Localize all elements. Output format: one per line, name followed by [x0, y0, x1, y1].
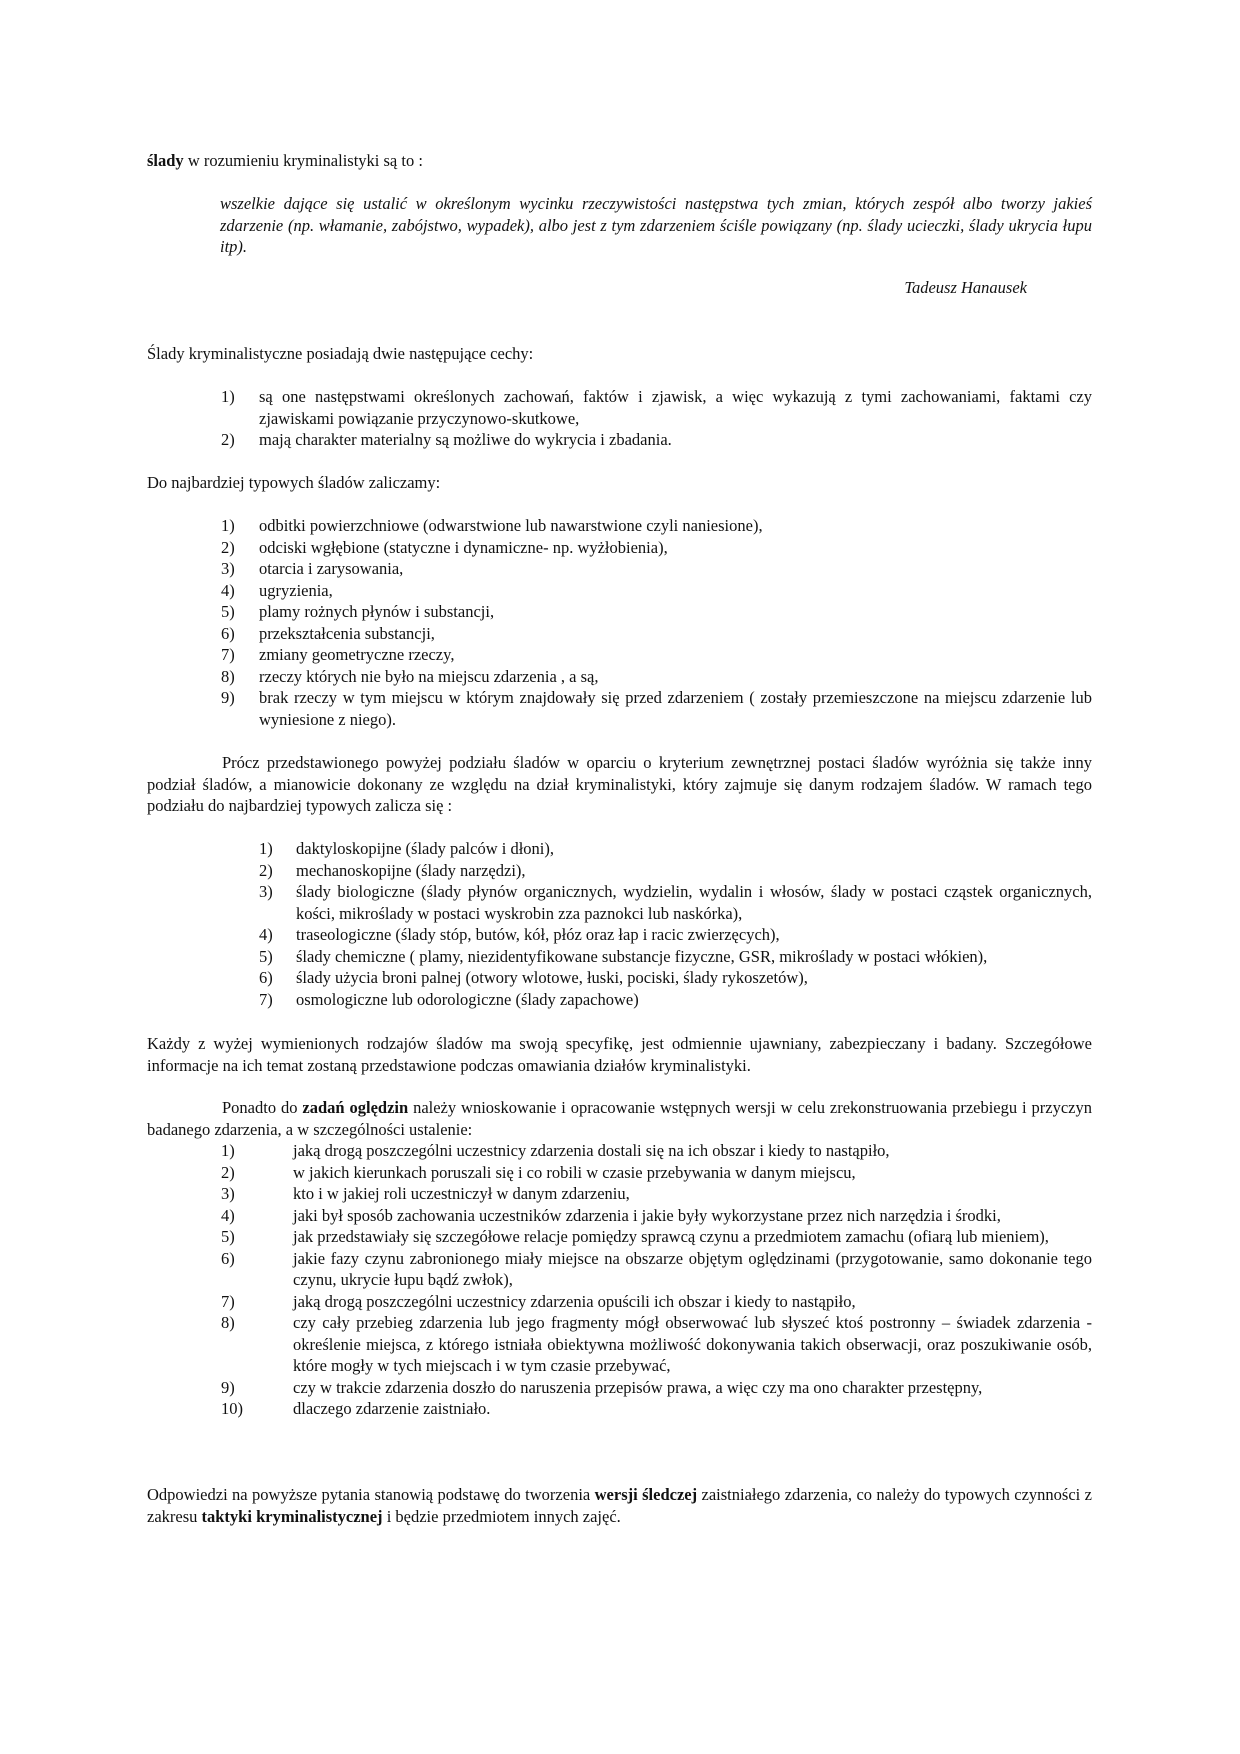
- list-item: [221, 558, 1092, 580]
- item-text: jaką drogą poszczególni uczestnicy zdarzenia dostali się na ich obszar i kiedy to nastąpiło,: [293, 1141, 890, 1160]
- item-number: 5): [259, 946, 273, 966]
- item-number: 2): [221, 1162, 235, 1182]
- division-paragraph: Prócz przedstawionego powyżej podziału śladów w oparciu o kryterium zewnętrznej postaci śladów wyróżnia się także inny podział śladów, a mianowicie dokonany ze względu na dział kryminalistyki, który zajmuje się danym rodzajem śladów. W ramach tego podziału do najbardziej typowych zalicza się :: [147, 753, 1092, 815]
- list-item: [221, 580, 1092, 602]
- item-number: 1): [259, 839, 273, 858]
- inspection-section: [147, 1097, 1092, 1140]
- list-item: [221, 1312, 1092, 1377]
- item-text: mechanoskopijne (ślady narzędzi),: [296, 860, 526, 880]
- item-text: są one następstwami określonych zachowań, faktów i zjawisk, a więc wykazują z tymi zachowaniami, faktami czy zjawiskami powiązanie przyczynowo-skutkowe,: [259, 387, 1092, 428]
- list-item: [221, 1183, 1092, 1205]
- list-item: [221, 666, 1092, 688]
- item-text: czy w trakcie zdarzenia doszło do naruszenia przepisów prawa, a więc czy ma ono charakter przestępny,: [293, 1377, 983, 1397]
- item-number: 9): [221, 688, 235, 707]
- quote-text: wszelkie dające się ustalić w określonym wycinku rzeczywistości następstwa tych zmian, których zespół albo tworzy jakieś zdarzenie (np. włamanie, zabójstwo, wypadek), albo jest z tym zdarzeniem ściśle powiązany (np. ślady ucieczki, ślady ukrycia łupu itp).: [220, 194, 1092, 256]
- item-text: mają charakter materialny są możliwe do wykrycia i zbadania.: [259, 430, 672, 449]
- conclusion-paragraph: [147, 1484, 1092, 1527]
- list-item: [221, 429, 1092, 451]
- inspection-text-start: Ponadto do: [222, 1098, 303, 1117]
- quote-author-block: [147, 277, 1027, 299]
- item-text: w jakich kierunkach poruszali się i co robili w czasie przebywania w danym miejscu,: [293, 1162, 856, 1182]
- intro-term: ślady: [147, 151, 184, 170]
- item-text: brak rzeczy w tym miejscu w którym znajdowały się przed zdarzeniem ( zostały przemieszczone na miejscu zdarzenie lub wyniesione z niego).: [259, 688, 1092, 729]
- list-item: [221, 1140, 1092, 1162]
- definition-quote: [220, 193, 1092, 258]
- list-item: [221, 515, 1092, 537]
- specificity-section: [147, 1033, 1092, 1076]
- item-text: dlaczego zdarzenie zaistniało.: [293, 1399, 491, 1418]
- list-item: [221, 1291, 1092, 1313]
- item-text: rzeczy których nie było na miejscu zdarzenia , a są,: [259, 666, 599, 686]
- list-item: [259, 967, 1092, 989]
- item-number: 5): [221, 1227, 235, 1246]
- typical-heading: Do najbardziej typowych śladów zaliczamy:: [147, 473, 441, 492]
- list-item: [259, 860, 1092, 882]
- list-item: [221, 1377, 1092, 1399]
- intro-rest: w rozumieniu kryminalistyki są to :: [183, 151, 423, 170]
- inspection-text-end: należy wnioskowanie i opracowanie wstępnych wersji w celu zrekonstruowania przebiegu i przyczyn badanego zdarzenia, a w szczególności ustalenie:: [147, 1098, 1092, 1139]
- item-text: plamy rożnych płynów i substancji,: [259, 602, 495, 621]
- typical-list: [221, 515, 1092, 730]
- item-text: ślady chemiczne ( plamy, niezidentyfikowane substancje fizyczne, GSR, mikroślady w postaci włókien),: [296, 946, 988, 966]
- item-number: 4): [221, 580, 235, 600]
- item-number: 8): [221, 666, 235, 686]
- item-number: 4): [221, 1205, 235, 1225]
- item-text: przekształcenia substancji,: [259, 623, 435, 643]
- features-heading: Ślady kryminalistyczne posiadają dwie następujące cechy:: [147, 344, 534, 363]
- list-item: [221, 1398, 1092, 1420]
- item-text: czy cały przebieg zdarzenia lub jego fragmenty mógł obserwować lub słyszeć ktoś postronny – świadek zdarzenia - określenie miejsca, z którego istniała obiektywna możliwość dokonywania takich obserwacji, oraz poszukiwanie osób, które mogły w tych miejscach i w tym czasie przebywać,: [293, 1313, 1092, 1375]
- features-list: [221, 386, 1092, 451]
- list-item: [221, 623, 1092, 645]
- inspection-text-bold: zadań oględzin: [302, 1098, 409, 1117]
- item-number: 3): [221, 559, 235, 578]
- item-number: 10): [221, 1399, 243, 1418]
- item-number: 1): [221, 1141, 235, 1160]
- item-text: zmiany geometryczne rzeczy,: [259, 645, 455, 664]
- item-number: 6): [221, 1248, 235, 1268]
- item-number: 2): [259, 860, 273, 880]
- conclusion-bold-2: taktyki kryminalistycznej: [201, 1506, 383, 1526]
- conclusion-text-3: i będzie przedmiotem innych zajęć.: [382, 1506, 621, 1526]
- item-text: kto i w jakiej roli uczestniczył w danym zdarzeniu,: [293, 1184, 630, 1203]
- item-number: 5): [221, 602, 235, 621]
- conclusion-text-1: Odpowiedzi na powyższe pytania stanowią podstawę do tworzenia: [147, 1485, 595, 1504]
- list-item: [221, 537, 1092, 559]
- inspection-list: [221, 1140, 1092, 1420]
- list-item: [221, 1205, 1092, 1227]
- conclusion-bold-1: wersji śledczej: [594, 1485, 698, 1504]
- conclusion-text-2: zaistniałego zdarzenia, co należy do typowych czynności z zakresu: [147, 1485, 1092, 1526]
- list-item: [259, 989, 1092, 1011]
- list-item: [221, 386, 1092, 429]
- item-number: 1): [221, 387, 235, 406]
- list-item: [259, 838, 1092, 860]
- list-item: [221, 687, 1092, 730]
- typical-section: [147, 472, 1092, 494]
- division-list: [259, 838, 1092, 1010]
- list-item: [259, 881, 1092, 924]
- item-text: osmologiczne lub odorologiczne (ślady zapachowe): [296, 989, 639, 1009]
- list-item: [221, 601, 1092, 623]
- item-number: 9): [221, 1377, 235, 1397]
- item-number: 1): [221, 516, 235, 535]
- intro-line: [147, 150, 1092, 172]
- list-item: [221, 644, 1092, 666]
- list-item: [221, 1248, 1092, 1291]
- inspection-paragraph: [147, 1097, 1092, 1140]
- list-item: [259, 946, 1092, 968]
- item-number: 3): [259, 882, 273, 901]
- conclusion-section: [147, 1484, 1092, 1527]
- quote-author: Tadeusz Hanausek: [904, 278, 1027, 297]
- item-text: jaką drogą poszczególni uczestnicy zdarzenia opuścili ich obszar i kiedy to nastąpiło,: [293, 1291, 856, 1311]
- list-item: [221, 1162, 1092, 1184]
- item-number: 7): [259, 989, 273, 1009]
- division-section: [147, 752, 1092, 817]
- item-number: 8): [221, 1313, 235, 1332]
- item-number: 7): [221, 645, 235, 664]
- item-text: odbitki powierzchniowe (odwarstwione lub nawarstwione czyli naniesione),: [259, 516, 763, 535]
- item-text: jakie fazy czynu zabronionego miały miejsce na obszarze objętym oględzinami (przygotowanie, samo dokonanie tego czynu, ukrycie łupu bądź zwłok),: [293, 1248, 1092, 1289]
- list-item: [259, 924, 1092, 946]
- features-section: [147, 343, 1092, 365]
- item-text: ślady użycia broni palnej (otwory wlotowe, łuski, pociski, ślady rykoszetów),: [296, 968, 808, 987]
- item-text: daktyloskopijne (ślady palców i dłoni),: [296, 839, 554, 858]
- item-number: 4): [259, 925, 273, 944]
- item-text: jaki był sposób zachowania uczestników zdarzenia i jakie były wykorzystane przez nich narzędzia i środki,: [293, 1205, 1001, 1225]
- item-number: 6): [221, 623, 235, 643]
- item-text: odciski wgłębione (statyczne i dynamiczne- np. wyżłobienia),: [259, 537, 668, 557]
- item-text: ślady biologiczne (ślady płynów organicznych, wydzielin, wydalin i włosów, ślady w postaci cząstek organicznych, kości, mikroślady w postaci wyskrobin zza paznokci lub naskórka),: [296, 882, 1092, 923]
- item-text: jak przedstawiały się szczegółowe relacje pomiędzy sprawcą czynu a przedmiotem zamachu (ofiarą lub mieniem),: [293, 1227, 1049, 1246]
- list-item: [221, 1226, 1092, 1248]
- item-number: 2): [221, 430, 235, 449]
- specificity-paragraph: Każdy z wyżej wymienionych rodzajów śladów ma swoją specyfikę, jest odmiennie ujawniany, zabezpieczany i badany. Szczegółowe informacje na ich temat zostaną przedstawione podczas omawiania działów kryminalistyki.: [147, 1034, 1092, 1075]
- item-number: 2): [221, 537, 235, 557]
- item-number: 3): [221, 1184, 235, 1203]
- item-text: traseologiczne (ślady stóp, butów, kół, płóz oraz łap i racic zwierzęcych),: [296, 925, 780, 944]
- item-text: ugryzienia,: [259, 580, 333, 600]
- item-number: 6): [259, 968, 273, 987]
- item-text: otarcia i zarysowania,: [259, 559, 404, 578]
- item-number: 7): [221, 1291, 235, 1311]
